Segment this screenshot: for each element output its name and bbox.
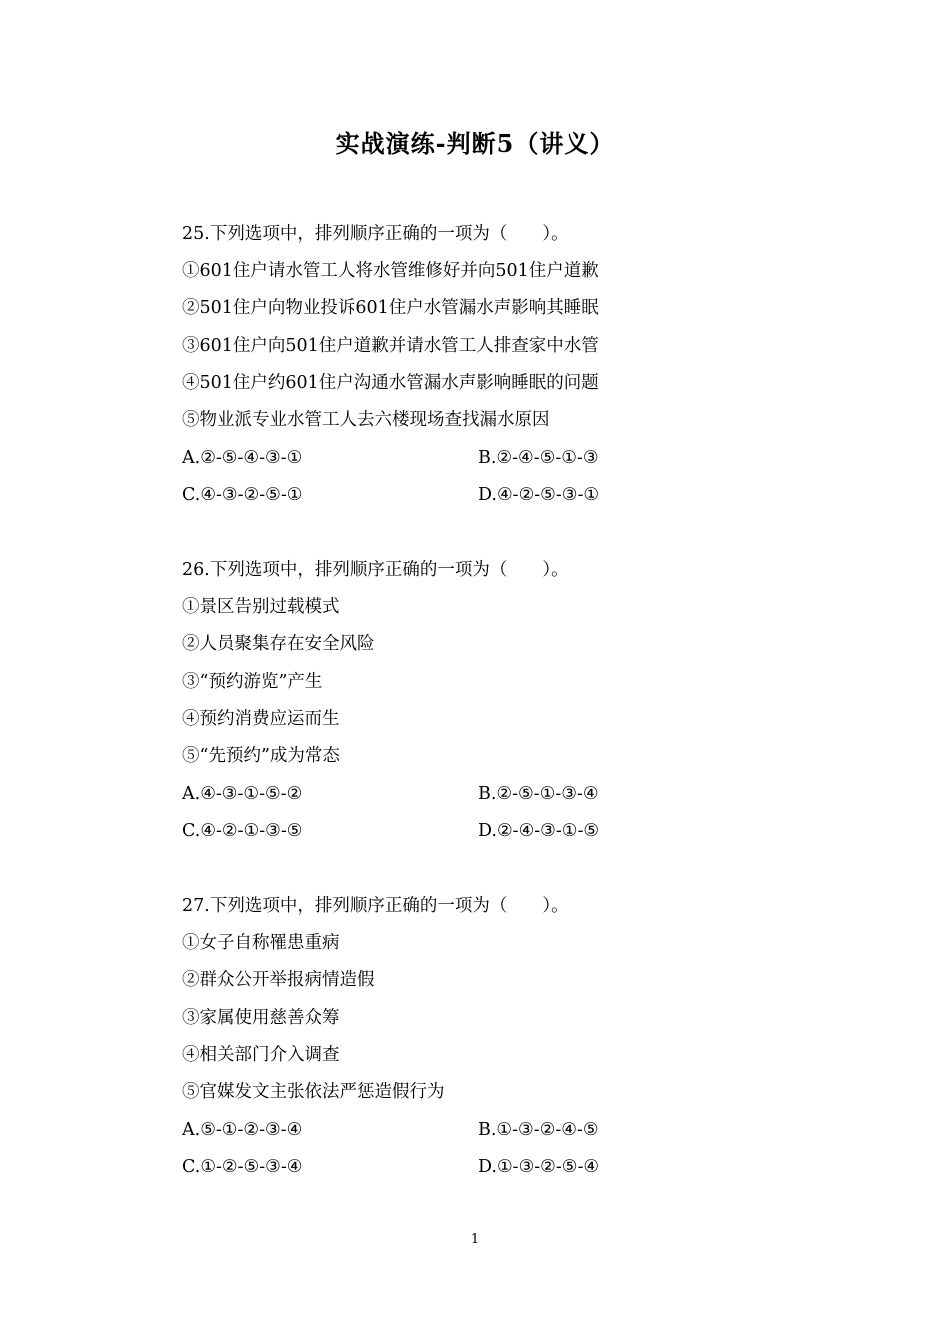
option-a: A.⑤-①-②-③-④: [182, 1120, 303, 1140]
question-stem: 25.下列选项中，排列顺序正确的一项为（ ）。: [182, 224, 569, 244]
page-number: 1: [470, 1232, 480, 1247]
question-item: ②群众公开举报病情造假: [182, 970, 375, 990]
question-item: ⑤物业派专业水管工人去六楼现场查找漏水原因: [182, 410, 550, 430]
question-item: ②人员聚集存在安全风险: [182, 634, 375, 654]
option-b: B.①-③-②-④-⑤: [478, 1120, 599, 1140]
option-c: C.④-③-②-⑤-①: [182, 485, 303, 505]
option-c: C.④-②-①-③-⑤: [182, 821, 303, 841]
question-item: ⑤“先预约”成为常态: [182, 746, 340, 766]
option-b: B.②-⑤-①-③-④: [478, 784, 599, 804]
document-title: 实战演练-判断5（讲义）: [335, 129, 615, 158]
question-item: ④相关部门介入调查: [182, 1045, 340, 1065]
option-d: D.②-④-③-①-⑤: [478, 821, 600, 841]
option-d: D.①-③-②-⑤-④: [478, 1157, 600, 1177]
question-item: ⑤官媒发文主张依法严惩造假行为: [182, 1082, 445, 1102]
question-item: ③家属使用慈善众筹: [182, 1008, 340, 1028]
question-item: ①女子自称罹患重病: [182, 933, 340, 953]
question-item: ①601住户请水管工人将水管维修好并向501住户道歉: [182, 261, 599, 281]
question-stem: 27.下列选项中，排列顺序正确的一项为（ ）。: [182, 896, 569, 916]
question-item: ④预约消费应运而生: [182, 709, 340, 729]
option-a: A.④-③-①-⑤-②: [182, 784, 303, 804]
question-stem: 26.下列选项中，排列顺序正确的一项为（ ）。: [182, 560, 569, 580]
question-item: ④501住户约601住户沟通水管漏水声影响睡眠的问题: [182, 373, 599, 393]
option-b: B.②-④-⑤-①-③: [478, 448, 599, 468]
question-item: ③“预约游览”产生: [182, 672, 323, 692]
question-item: ③601住户向501住户道歉并请水管工人排查家中水管: [182, 336, 599, 356]
question-item: ②501住户向物业投诉601住户水管漏水声影响其睡眠: [182, 298, 599, 318]
option-d: D.④-②-⑤-③-①: [478, 485, 600, 505]
option-c: C.①-②-⑤-③-④: [182, 1157, 303, 1177]
option-a: A.②-⑤-④-③-①: [182, 448, 303, 468]
question-item: ①景区告别过载模式: [182, 597, 340, 617]
